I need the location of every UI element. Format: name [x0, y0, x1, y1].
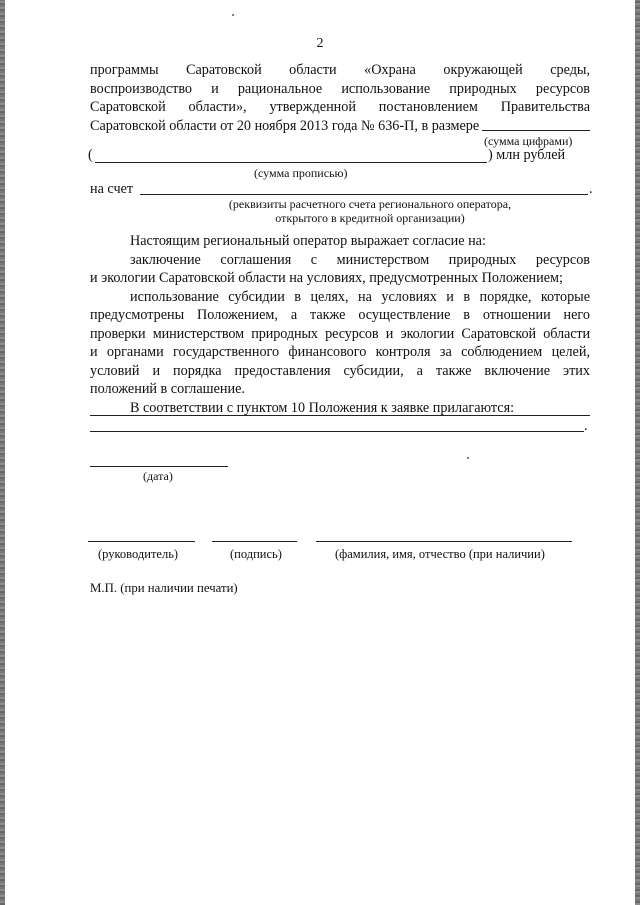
consent-item2-line: предусмотрены Положением, а также осуществление в отношении него — [90, 307, 590, 323]
consent-intro: Настоящим региональный оператор выражает согласие на: — [130, 233, 486, 249]
amount-words-caption: (сумма прописью) — [254, 166, 348, 180]
consent-item2-line: использование субсидии в целях, на условиях и в порядке, которые — [130, 288, 590, 305]
account-field — [140, 194, 588, 195]
consent-section — [90, 232, 590, 417]
attachments-line-1 — [90, 415, 590, 416]
amount-words-open-paren: ( — [88, 147, 93, 163]
head-caption: (руководитель) — [98, 547, 179, 561]
attachments-line-2 — [90, 431, 584, 432]
account-end-dot: . — [589, 181, 593, 197]
consent-item1-line: заключение соглашения с министерством природных ресурсов — [130, 251, 590, 268]
consent-item2-line: условий и порядка предоставления субсидии, а также включение этих — [90, 362, 590, 379]
consent-item2-line: положений в соглашение. — [90, 381, 245, 397]
full-name-caption: (фамилия, имя, отчество (при наличии) — [335, 547, 545, 561]
stamp-note: М.П. (при наличии печати) — [90, 581, 238, 595]
scan-edge-left — [0, 0, 5, 905]
consent-item1-line: и экологии Саратовской области на условиях, предусмотренных Положением; — [90, 270, 563, 286]
intro-paragraph — [90, 61, 590, 135]
amount-digits-field — [482, 130, 590, 131]
head-signature-field — [88, 541, 195, 542]
scan-speck — [467, 457, 469, 459]
scan-speck — [232, 14, 234, 16]
date-field — [90, 466, 228, 467]
amount-words-close-label: ) млн рублей — [488, 147, 566, 163]
intro-line: Саратовской области», утвержденной постановлением Правительства — [90, 99, 590, 115]
amount-words-field — [95, 162, 487, 163]
full-name-field — [316, 541, 572, 542]
page-number: 2 — [316, 36, 324, 51]
account-label: на счет — [90, 181, 134, 197]
date-caption: (дата) — [143, 469, 173, 483]
account-caption-line2: открытого в кредитной организации) — [275, 211, 465, 225]
signature-field — [212, 541, 297, 542]
account-caption-line1: (реквизиты расчетного счета регионального оператора, — [228, 197, 512, 211]
intro-line: программы Саратовской области «Охрана окружающей среды, — [90, 62, 590, 78]
consent-item2-line: проверки министерством природных ресурсов и экологии Саратовской области — [90, 325, 590, 342]
attachments-end-dot: . — [584, 418, 588, 434]
intro-line: воспроизводство и рациональное использование природных ресурсов — [90, 80, 590, 97]
consent-item2-line: и органами государственного финансового контроля за соблюдением целей, — [90, 344, 590, 360]
signature-caption: (подпись) — [230, 547, 282, 561]
intro-line: Саратовской области от 20 ноября 2013 года № 636-П, в размере — [90, 117, 480, 134]
attachments-intro: В соответствии с пунктом 10 Положения к заявке прилагаются: — [130, 399, 515, 416]
amount-digits-caption: (сумма цифрами) — [484, 134, 573, 148]
scan-edge-right — [635, 0, 640, 905]
